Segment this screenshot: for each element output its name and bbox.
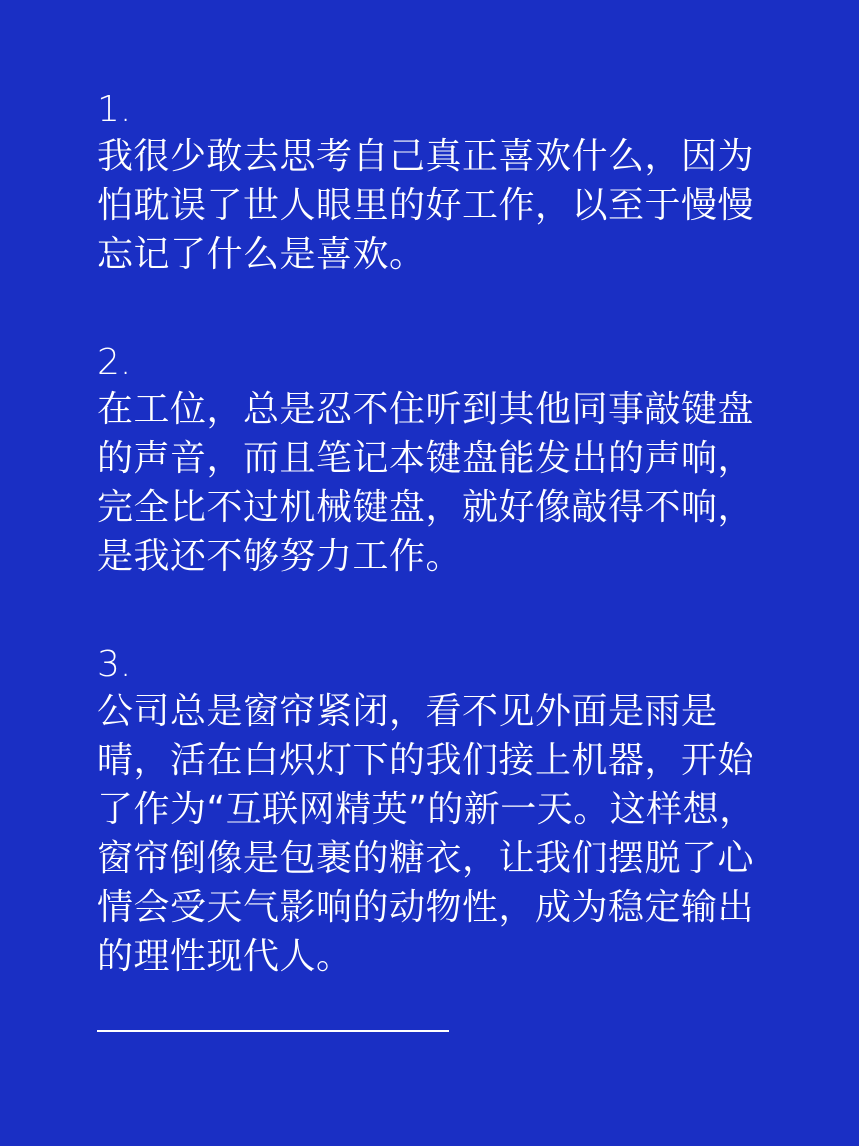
section-3 [97,643,767,981]
section-paragraph: 公司总是窗帘紧闭，看不见外面是雨是晴，活在白炽灯下的我们接上机器，开始了作为“互联网精英”的新一天。这样想，窗帘倒像是包裹的糖衣，让我们摆脱了心情会受天气影响的动物性，成为稳定输出的理性现代人。 [97,691,756,977]
section-number: 3. [97,644,132,685]
section-paragraph: 我很少敢去思考自己真正喜欢什么，因为怕耽误了世人眼里的好工作，以至于慢慢忘记了什么是喜欢。 [97,136,755,275]
section-number: 2. [97,342,132,383]
section-1 [97,88,767,279]
divider-line [97,1030,449,1032]
section-paragraph: 在工位，总是忍不住听到其他同事敲键盘的声音，而且笔记本键盘能发出的声响，完全比不过机械键盘，就好像敲得不响，是我还不够努力工作。 [97,389,755,577]
section-2 [97,341,767,581]
section-number: 1. [97,89,132,130]
article-body [97,88,767,1043]
